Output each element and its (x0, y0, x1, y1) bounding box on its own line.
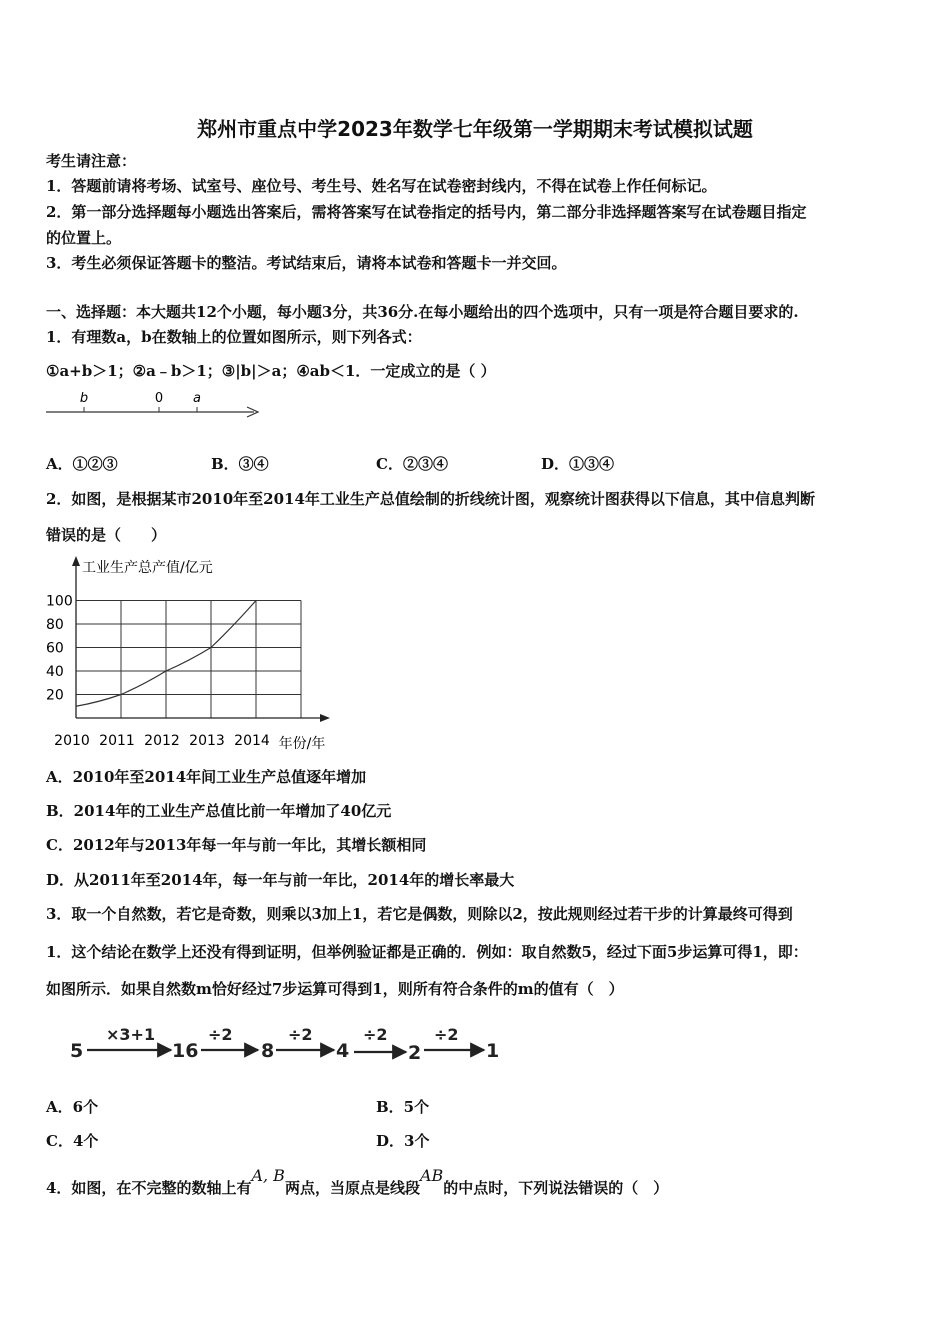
label-a: a (193, 391, 201, 406)
chart-title: 工业生产总产值/亿元 (82, 560, 213, 576)
q3-option-d: D．3个 (376, 1132, 430, 1150)
q3-option-a: A．6个 (46, 1098, 99, 1116)
flow-number-2: 2 (408, 1042, 422, 1064)
q1-number-line (44, 386, 266, 422)
flow-op-2: ÷2 (208, 1025, 233, 1044)
x-axis-label: 年份/年 (278, 736, 326, 752)
q3-line3: 如图所示．如果自然数m恰好经过7步运算可得到1，则所有符合条件的m的值有（ ） (46, 980, 624, 998)
q3-line2: 1．这个结论在数学上还没有得到证明，但举例验证都是正确的．例如：取自然数5，经过下面5步运算可得1，即： (46, 943, 808, 961)
x-tick-labels (54, 733, 270, 749)
flow-number-8: 8 (261, 1040, 275, 1062)
notice-item-2: 2．第一部分选择题每小题选出答案后，需将答案写在试卷指定的括号内，第二部分非选择题答案写在试卷题目指定 (46, 203, 807, 221)
flow-op-5: ÷2 (434, 1025, 459, 1044)
q3-line1: 3．取一个自然数，若它是奇数，则乘以3加上1，若它是偶数，则除以2，按此规则经过若干步的计算最终可得到 (46, 905, 793, 923)
x-tick-2014: 2014 (234, 733, 270, 749)
q2-option-c: C．2012年与2013年每一年与前一年比，其增长额相同 (46, 836, 427, 854)
flow-number-16: 16 (172, 1040, 199, 1062)
x-tick-2013: 2013 (189, 733, 225, 749)
q2-option-d: D．从2011年至2014年，每一年与前一年比，2014年的增长率最大 (46, 871, 515, 889)
x-tick-2010: 2010 (54, 733, 90, 749)
flow-number-5: 5 (70, 1040, 84, 1062)
q1-option-c: C．②③④ (376, 455, 448, 473)
q1-conditions: ①a+b＞1；②a﹣b＞1；③|b|＞a；④ab＜1．一定成立的是（ ） (46, 362, 496, 380)
x-tick-2012: 2012 (144, 733, 180, 749)
q3-flow-diagram (66, 1018, 506, 1066)
q4-math-ab-points: A, B (251, 1166, 285, 1185)
q2-stem-line2: 错误的是（ ） (46, 526, 167, 544)
notice-item-2-cont: 的位置上。 (46, 229, 122, 247)
flow-op-3: ÷2 (288, 1025, 313, 1044)
x-axis-arrow (320, 714, 330, 722)
chart-grid (76, 601, 301, 719)
y-tick-60: 60 (46, 640, 64, 657)
q1-stem: 1．有理数a，b在数轴上的位置如图所示，则下列各式： (46, 328, 422, 346)
flow-op-1: ×3+1 (106, 1025, 156, 1044)
notice-item-1: 1．答题前请将考场、试室号、座位号、考生号、姓名写在试卷密封线内，不得在试卷上作任何标记。 (46, 177, 717, 195)
y-tick-40: 40 (46, 664, 64, 680)
q2-option-b: B．2014年的工业生产总值比前一年增加了40亿元 (46, 802, 392, 820)
q1-option-d: D．①③④ (541, 455, 615, 473)
q4-text-3: 的中点时，下列说法错误的（ ） (443, 1179, 669, 1197)
q1-option-a: A．①②③ (46, 455, 118, 473)
q2-option-a: A．2010年至2014年间工业生产总值逐年增加 (46, 768, 367, 786)
flow-number-1: 1 (486, 1040, 500, 1062)
q2-line-chart (44, 552, 334, 752)
y-tick-20: 20 (46, 687, 64, 704)
q4-text-1: 4．如图，在不完整的数轴上有 (46, 1179, 252, 1197)
flow-op-4: ÷2 (363, 1025, 388, 1044)
y-tick-labels (46, 594, 73, 704)
q4-text-2: 两点，当原点是线段 (284, 1179, 420, 1197)
x-tick-2011: 2011 (99, 733, 135, 749)
q4-stem (46, 1166, 669, 1197)
q3-option-b: B．5个 (376, 1098, 430, 1116)
flow-number-4: 4 (336, 1040, 350, 1062)
label-b: b (79, 391, 89, 406)
y-tick-100: 100 (46, 593, 73, 610)
q4-math-segment: AB (419, 1166, 444, 1185)
page-title: 郑州市重点中学2023年数学七年级第一学期期末考试模拟试题 (197, 117, 753, 141)
notice-heading: 考生请注意： (46, 152, 137, 170)
y-axis-arrow (72, 556, 80, 566)
q1-option-b: B．③④ (211, 455, 269, 473)
q2-stem-line1: 2．如图，是根据某市2010年至2014年工业生产总值绘制的折线统计图，观察统计图获得以下信息，其中信息判断 (46, 490, 815, 508)
label-zero: 0 (154, 391, 164, 406)
y-tick-80: 80 (46, 617, 64, 633)
q3-option-c: C．4个 (46, 1132, 99, 1150)
section-heading: 一、选择题：本大题共12个小题，每小题3分，共36分.在每小题给出的四个选项中，只有一项是符合题目要求的. (46, 303, 799, 321)
notice-item-3: 3．考生必须保证答题卡的整洁。考试结束后，请将本试卷和答题卡一并交回。 (46, 254, 567, 272)
